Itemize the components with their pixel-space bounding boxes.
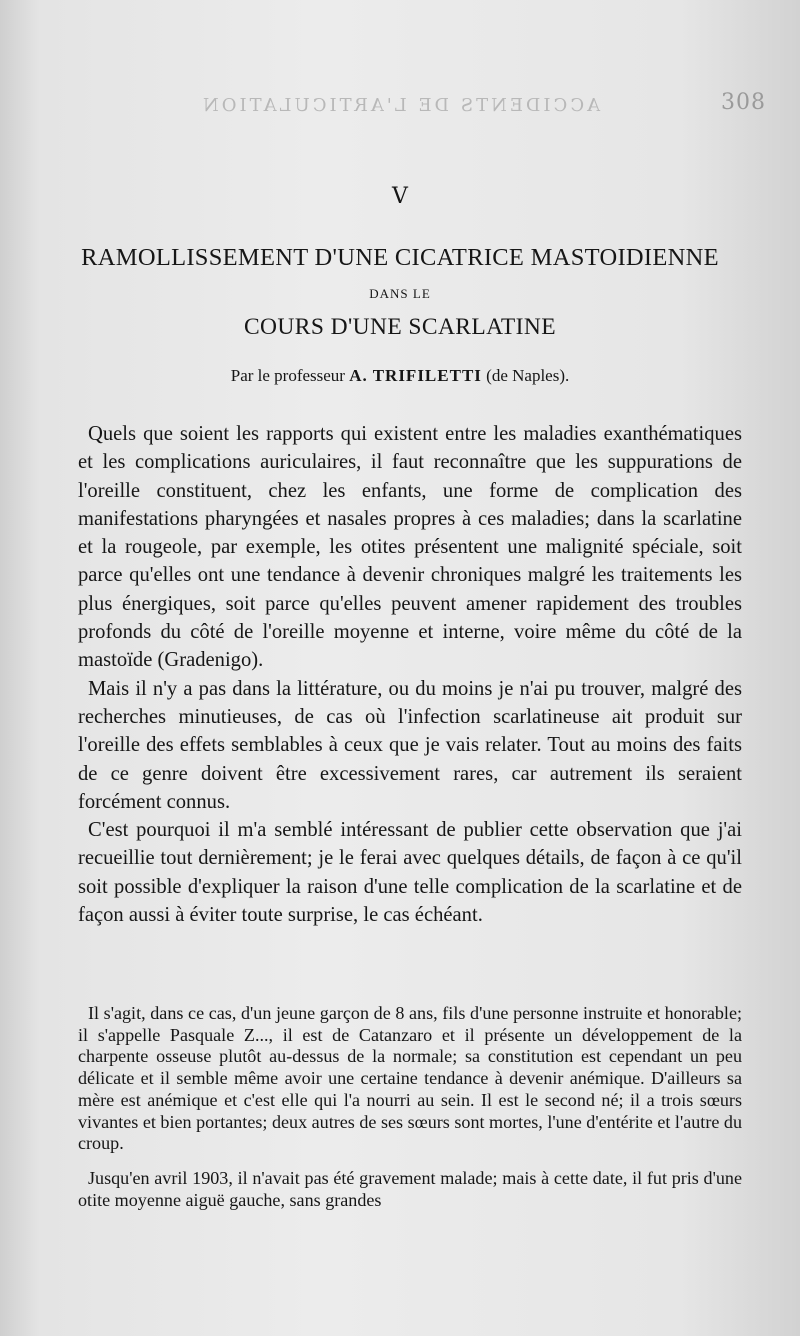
case-paragraph: Jusqu'en avril 1903, il n'avait pas été gravement malade; mais à cette date, il fut pris d'une otite moyenne aiguë gauche, sans grandes	[78, 1167, 742, 1210]
title-connector: DANS LE	[369, 286, 431, 301]
section-number: V	[392, 184, 408, 209]
paragraph: Quels que soient les rapports qui existent entre les maladies exanthématiques et les complications auriculaires, il faut reconnaître que les suppurations de l'oreille constituent, chez les enfants, une forme de complication des manifestations pharyngées et nasales propres à ces maladies; dans la scarlatine et la rougeole, par exemple, les otites présentent une malignité spéciale, soit parce qu'elles ont une tendance à devenir chroniques malgré les traitements les plus énergiques, soit parce qu'elles peuvent amener rapidement des troubles profonds du côté de l'oreille moyenne et interne, voire même du côté de la mastoïde (Gradenigo).	[78, 423, 742, 672]
article-subtitle: COURS D'UNE SCARLATINE	[243, 314, 557, 340]
byline-prefix: Par le professeur	[230, 366, 345, 385]
paragraph: C'est pourquoi il m'a semblé intéressant de publier cette observation que j'ai recueillie tout dernièrement; je le ferai avec quelques détails, de façon à ce qu'il soit possible d'expliquer la raison d'une telle complication de la scarlatine et de façon aussi à éviter toute surprise, le cas échéant.	[78, 819, 742, 927]
paragraph: Mais il n'y a pas dans la littérature, ou du moins je n'ai pu trouver, malgré des recherches minutieuses, de cas où l'infection scarlatineuse ait produit sur l'oreille des effets semblables à ceux que je vais relater. Tout au moins des faits de ce genre doivent être excessivement rares, car autrement ils seraient forcément connus.	[78, 677, 742, 813]
author-name: A. TRIFILETTI	[349, 366, 482, 385]
main-text	[78, 420, 742, 929]
article-title: RAMOLLISSEMENT D'UNE CICATRICE MASTOIDIENNE	[81, 244, 719, 271]
bleed-through-header: ACCIDENTS DE L'ARTICULATION	[199, 95, 601, 116]
case-paragraph: Il s'agit, dans ce cas, d'un jeune garçon de 8 ans, fils d'une personne instruite et honorable; il s'appelle Pasquale Z..., il est de Catanzaro et il présente un développement de la charpente osseuse plutôt au-dessus de la normale; sa constitution est cependant un peu délicate et il semble même avoir une certaine tendance à devenir anémique. D'ailleurs sa mère est anémique et c'est elle qui l'a nourri au sein. Il est le second né; il a trois sœurs vivantes et bien portantes; deux autres de ses sœurs sont mortes, l'une d'entérite et l'autre du croup.	[78, 1003, 742, 1154]
page-number: 308	[721, 90, 766, 115]
case-text	[78, 1003, 742, 1224]
byline	[0, 366, 800, 386]
author-affiliation: (de Naples).	[486, 366, 570, 385]
